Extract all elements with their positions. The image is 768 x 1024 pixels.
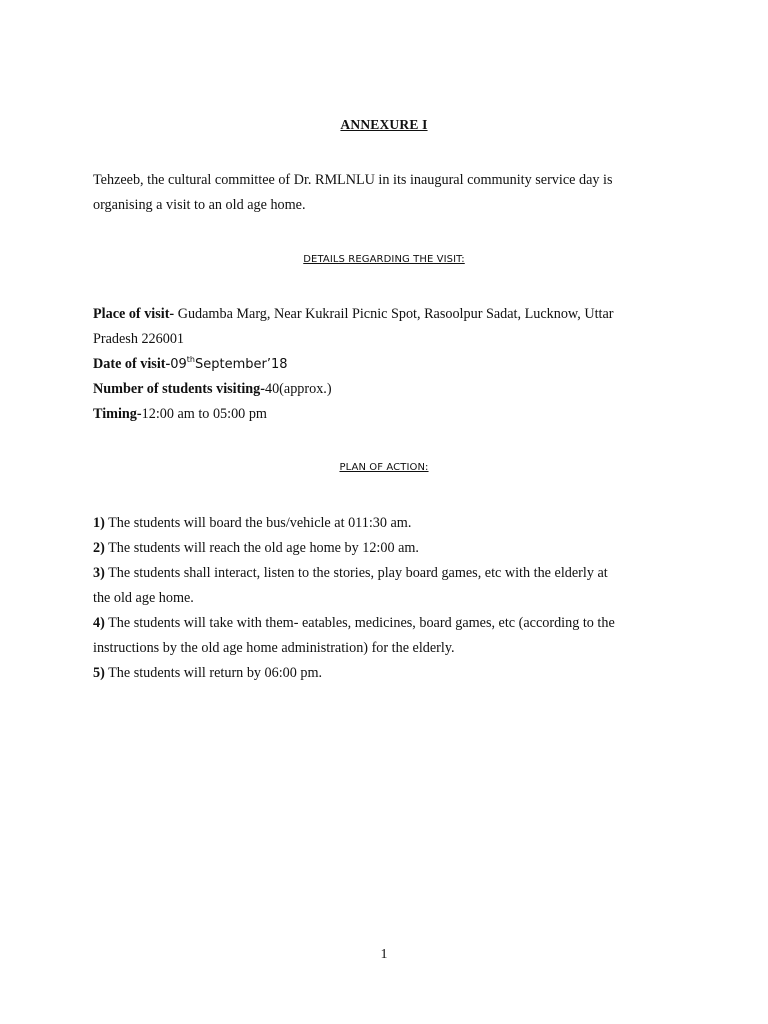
students-value: 40(approx.) xyxy=(264,381,332,397)
page-number: 1 xyxy=(380,947,388,962)
plan-item-number: 3) xyxy=(93,565,105,581)
date-rest: September’18 xyxy=(195,357,288,372)
plan-heading: PLAN OF ACTION: xyxy=(339,462,429,473)
place-label: Place of visit- xyxy=(93,306,175,322)
plan-item-5 xyxy=(93,664,322,682)
plan-item-number: 1) xyxy=(93,515,105,531)
intro-line-2: organising a visit to an old age home. xyxy=(93,197,306,213)
plan-item-number: 5) xyxy=(93,665,105,681)
date-of-visit xyxy=(93,355,288,374)
plan-item-number: 4) xyxy=(93,615,105,631)
timing xyxy=(93,405,267,423)
plan-item-text: The students will take with them- eatables, medicines, board games, etc (according to the xyxy=(104,615,615,631)
details-heading: DETAILS REGARDING THE VISIT: xyxy=(303,254,465,265)
plan-item-1 xyxy=(93,514,411,532)
intro-line-1: Tehzeeb, the cultural committee of Dr. RMLNLU in its inaugural community service day is xyxy=(93,172,613,188)
plan-item-4 xyxy=(93,614,615,632)
date-suffix: th xyxy=(186,355,195,364)
plan-item-3 xyxy=(93,564,608,582)
plan-item-text: The students will board the bus/vehicle at 011:30 am. xyxy=(104,515,412,531)
students-visiting xyxy=(93,380,332,398)
plan-item-number: 2) xyxy=(93,540,105,556)
timing-value: 12:00 am to 05:00 pm xyxy=(141,406,267,422)
plan-item-3-cont: the old age home. xyxy=(93,590,194,606)
place-of-visit xyxy=(93,305,613,323)
plan-item-text: The students will return by 06:00 pm. xyxy=(104,665,323,681)
date-day: 09 xyxy=(170,357,187,372)
students-label: Number of students visiting- xyxy=(93,381,265,397)
plan-item-text: The students shall interact, listen to the stories, play board games, etc with the elderly at xyxy=(104,565,608,581)
date-label: Date of visit- xyxy=(93,356,171,372)
place-of-visit-cont: Pradesh 226001 xyxy=(93,331,185,347)
timing-label: Timing- xyxy=(93,406,142,422)
plan-item-2 xyxy=(93,539,419,557)
place-value: Gudamba Marg, Near Kukrail Picnic Spot, Rasoolpur Sadat, Lucknow, Uttar xyxy=(174,306,614,322)
plan-item-4-cont: instructions by the old age home administration) for the elderly. xyxy=(93,640,455,656)
page-title: ANNEXURE I xyxy=(340,117,428,132)
plan-item-text: The students will reach the old age home by 12:00 am. xyxy=(104,540,419,556)
